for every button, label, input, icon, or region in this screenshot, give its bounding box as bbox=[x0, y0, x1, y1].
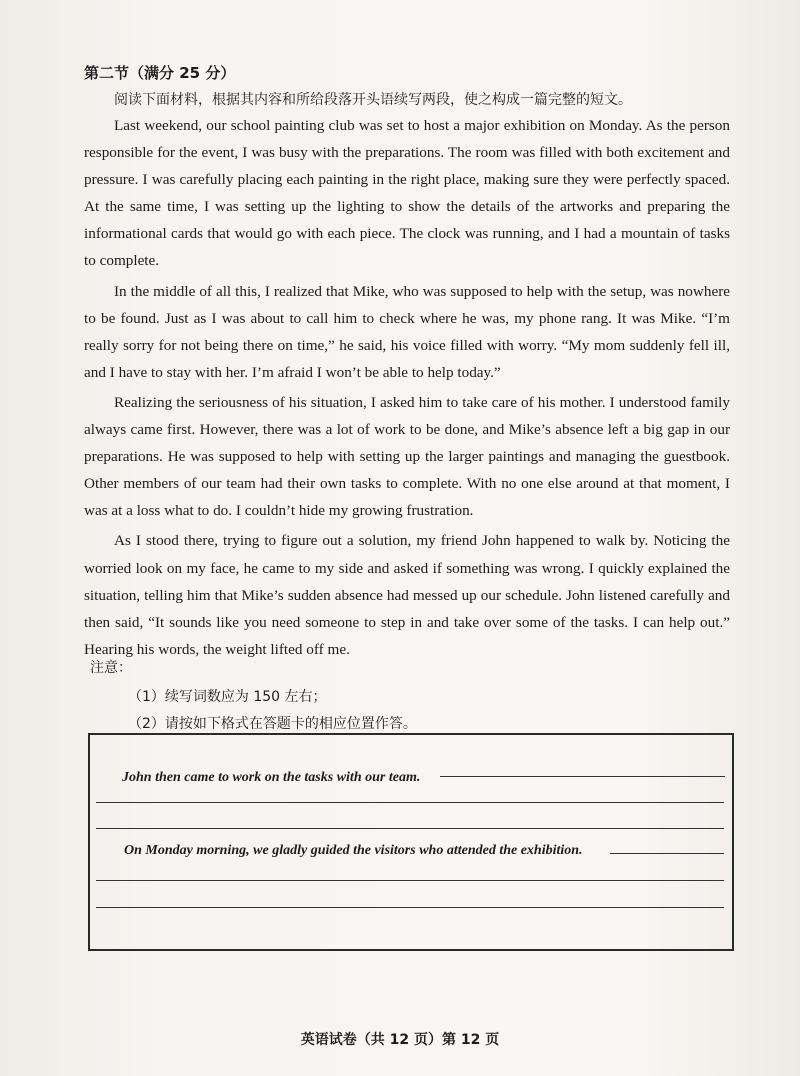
notes-label: 注意： bbox=[90, 660, 132, 676]
continuation-prompt-1: John then came to work on the tasks with our team. bbox=[122, 770, 421, 785]
writing-line[interactable] bbox=[440, 776, 725, 777]
reading-passage bbox=[84, 112, 730, 666]
passage-paragraph-4: As I stood there, trying to figure out a solution, my friend John happened to walk by. Noticing the worried look on my face, he came to my side and asked if something was wrong. I quickly explained the situation, telling him that Mike’s sudden absence had messed up our schedule. John listened carefully and then said, “It sounds like you need someone to step in and take over some of the tasks. I can help out.” Hearing his words, the weight lifted off me. bbox=[84, 532, 730, 658]
instruction-text: 阅读下面材料，根据其内容和所给段落开头语续写两段，使之构成一篇完整的短文。 bbox=[114, 92, 632, 108]
writing-line[interactable] bbox=[96, 907, 724, 908]
note-item-1: （1）续写词数应为 150 左右； bbox=[128, 689, 327, 705]
passage-paragraph-3: Realizing the seriousness of his situation, I asked him to take care of his mother. I understood family always came first. However, there was a lot of work to be done, and Mike’s absence left a big gap in our preparations. He was supposed to help with setting up the larger paintings and managing the guestbook. Other members of our team had their own tasks to complete. With no one else around at that moment, I was at a loss what to do. I couldn’t hide my growing frustration. bbox=[84, 393, 730, 520]
note-item-2: （2）请按如下格式在答题卡的相应位置作答。 bbox=[128, 716, 417, 732]
writing-line[interactable] bbox=[96, 880, 724, 881]
writing-line[interactable] bbox=[96, 828, 724, 829]
passage-paragraph-2: In the middle of all this, I realized that Mike, who was supposed to help with the setup, was nowhere to be found. Just as I was about to call him to check where he was, my phone rang. It was Mike. “I’m really sorry for not being there on time,” he said, his voice filled with worry. “My mom suddenly fell ill, and I have to stay with her. I’m afraid I won’t be able to help today.” bbox=[84, 282, 730, 381]
passage-paragraph-1: Last weekend, our school painting club was set to host a major exhibition on Monday. As the person responsible for the event, I was busy with the preparations. The room was filled with both excitement and pressure. I was carefully placing each painting in the right place, making sure they were perfectly spaced. At the same time, I was setting up the lighting to show the details of the artworks and preparing the informational cards that would go with each piece. The clock was running, and I had a mountain of tasks to complete. bbox=[84, 117, 730, 270]
section-title: 第二节（满分 25 分） bbox=[84, 64, 236, 82]
answer-box bbox=[88, 733, 734, 951]
continuation-prompt-2: On Monday morning, we gladly guided the visitors who attended the exhibition. bbox=[124, 843, 583, 858]
writing-line[interactable] bbox=[96, 802, 724, 803]
page-footer: 英语试卷（共 12 页）第 12 页 bbox=[300, 1032, 500, 1048]
writing-line[interactable] bbox=[610, 853, 724, 854]
